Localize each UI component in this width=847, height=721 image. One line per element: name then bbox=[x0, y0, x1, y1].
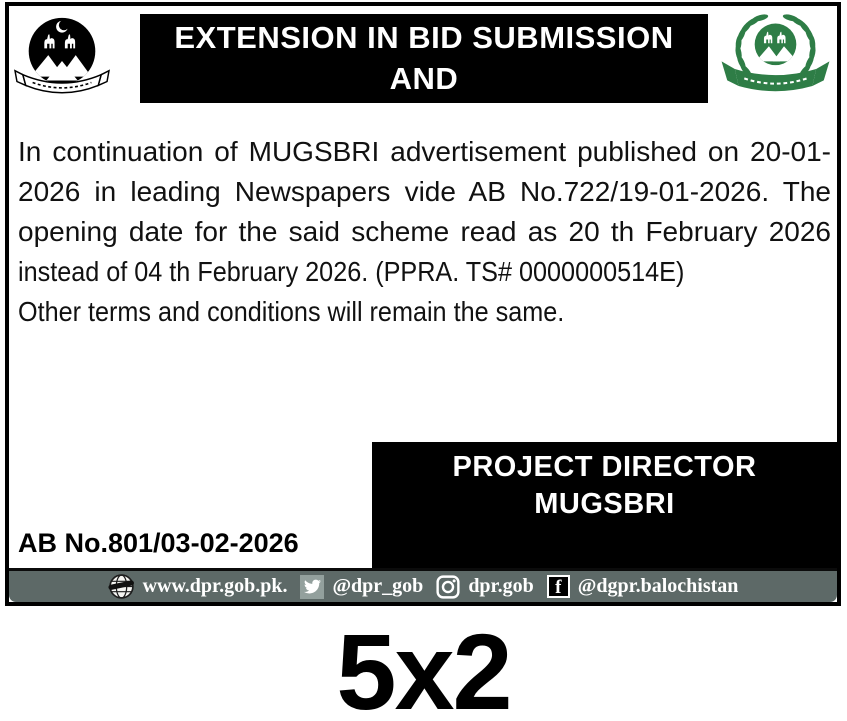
balochistan-government-emblem-icon bbox=[13, 12, 111, 106]
website-item bbox=[108, 573, 288, 600]
twitter-icon bbox=[300, 575, 324, 599]
globe-icon bbox=[108, 573, 135, 600]
signature-box bbox=[372, 442, 837, 568]
ad-title bbox=[140, 14, 708, 137]
ad-title-line1: EXTENSION IN BID SUBMISSION AND bbox=[174, 20, 674, 96]
signature-title: PROJECT DIRECTOR bbox=[452, 451, 757, 483]
ab-number: AB No.801/03-02-2026 bbox=[18, 528, 299, 558]
ad-frame bbox=[5, 2, 841, 606]
website-url: www.dpr.gob.pk. bbox=[142, 575, 288, 597]
instagram-icon bbox=[436, 575, 460, 599]
body-line: Other terms and conditions will remain the same. bbox=[18, 296, 565, 327]
facebook-handle: @dgpr.balochistan bbox=[577, 575, 739, 597]
dgpr-balochistan-emblem-icon bbox=[714, 10, 837, 109]
body-line: instead of 04 th February 2026. (PPRA. TS# 0000000514E) bbox=[18, 256, 685, 287]
facebook-item bbox=[547, 575, 739, 598]
signature-org: MUGSBRI bbox=[534, 488, 675, 520]
facebook-icon bbox=[547, 575, 570, 598]
footer-social-bar bbox=[9, 568, 837, 602]
ad-body bbox=[18, 132, 831, 332]
ad-size-label: 5x2 bbox=[336, 611, 511, 721]
body-line: opening date for the said scheme read as 20 th February 2026 bbox=[18, 216, 831, 247]
body-line: In continuation of MUGSBRI advertisement published on 20-01- bbox=[18, 136, 831, 167]
facebook-glyph: f bbox=[555, 577, 562, 598]
ad-title-line2: OPENING DATE bbox=[304, 102, 544, 137]
twitter-item bbox=[300, 575, 423, 599]
twitter-handle: @dpr_gob bbox=[332, 575, 424, 597]
instagram-item bbox=[436, 575, 533, 599]
body-line: 2026 in leading Newspapers vide AB No.722/19-01-2026. The bbox=[18, 176, 831, 207]
instagram-handle: dpr.gob bbox=[468, 575, 534, 597]
